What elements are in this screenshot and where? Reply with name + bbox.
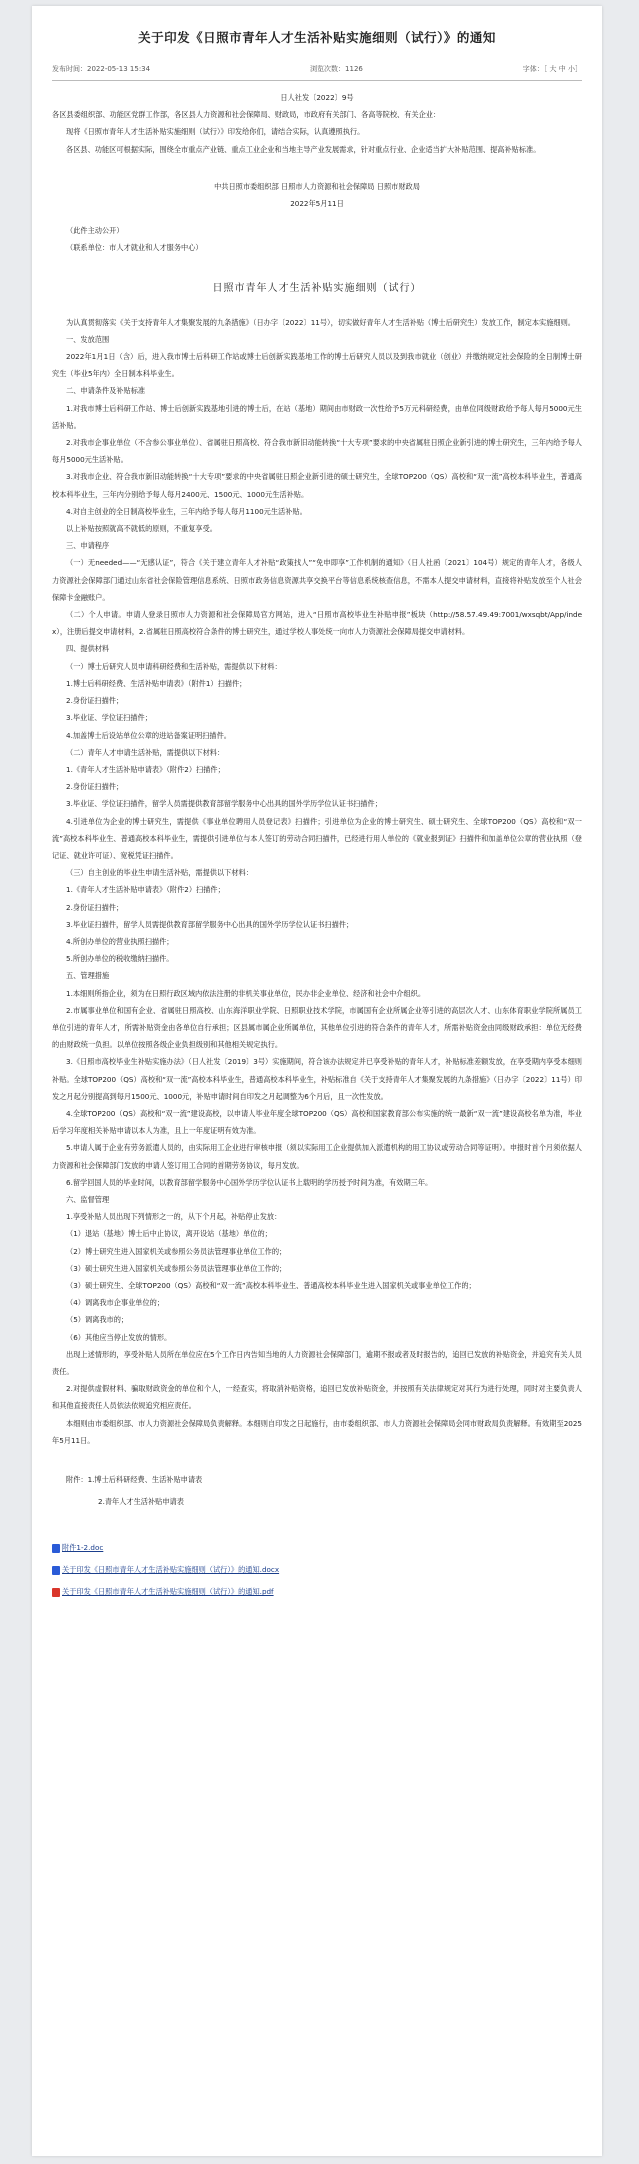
addressee: 各区县委组织部、功能区党群工作部，各区县人力资源和社会保障局、财政局，市政府有关部门、各高等院校、有关企业： xyxy=(52,110,441,120)
body-paragraph: （三）自主创业的毕业生申请生活补贴，需提供以下材料： xyxy=(66,868,253,878)
body-paragraph: 2.对我市企事业单位（不含参公事业单位）、省属驻日照高校、符合我市新旧动能转换“十大专项”要求的中央省属驻日照企业新引进的博士研究生，三年内给予每人每月5000元生活补贴。 xyxy=(52,438,582,465)
body-paragraph: 一、发放范围 xyxy=(66,334,110,344)
issuers: 中共日照市委组织部 日照市人力资源和社会保障局 日照市财政局 xyxy=(214,181,420,191)
font-size-switcher: 字体：［ 大 中 小］ xyxy=(522,65,582,73)
doc-file-icon xyxy=(52,1566,60,1575)
attachments-label: 附件： xyxy=(66,1475,88,1485)
document-page xyxy=(32,6,602,2156)
body-paragraph: 5.所创办单位的税收缴纳扫描件。 xyxy=(66,954,174,964)
pdf-file-icon xyxy=(52,1588,60,1597)
body-paragraph: 4.所创办单位的营业执照扫描件； xyxy=(66,936,174,946)
body-paragraph: 3.对我市企业、符合我市新旧动能转换“十大专项”要求的中央省属驻日照企业新引进的硕士研究生，全球TOP200（QS）高校和“双一流”高校本科毕业生，普通高校本科毕业生，三年内分别给予每人每月2400元、1500元、1000元生活补贴。 xyxy=(52,472,582,499)
body-paragraph: （5）调离我市的； xyxy=(66,1315,129,1325)
file-link[interactable] xyxy=(52,1559,582,1581)
view-count: 浏览次数：1126 xyxy=(310,65,363,73)
intro-paragraph: 现将《日照市青年人才生活补贴实施细则（试行）》印发给你们，请结合实际，认真遵照执行。 xyxy=(66,127,365,137)
intro-paragraph: 各区县、功能区可根据实际，围绕全市重点产业链、重点工业企业和当地主导产业发展需求，针对重点行业、企业适当扩大补贴范围、提高补贴标准。 xyxy=(66,144,541,154)
body-paragraph: （2）博士研究生进入国家机关或参照公务员法管理事业单位工作的； xyxy=(66,1246,287,1256)
body-paragraph: 六、监督管理 xyxy=(66,1194,110,1204)
body-paragraph: 1.对我市博士后科研工作站、博士后创新实践基地引进的博士后，在站（基地）期间由市财政一次性给予5万元科研经费，由单位同级财政给予每人每月5000元生活补贴。 xyxy=(52,403,582,430)
page-title: 关于印发《日照市青年人才生活补贴实施细则（试行）》的通知 xyxy=(138,30,496,45)
body-paragraph: 三、申请程序 xyxy=(66,541,110,551)
body-paragraph: 1.本细则所指企业，须为在日照行政区域内依法注册的非机关事业单位，民办非企业单位、经济和社会中介组织。 xyxy=(66,988,426,998)
issue-date: 2022年5月11日 xyxy=(290,199,344,209)
font-size-medium[interactable]: 中 xyxy=(558,65,566,73)
article-meta xyxy=(52,64,582,81)
regulation-title: 日照市青年人才生活补贴实施细则（试行） xyxy=(212,282,422,294)
regulation-body xyxy=(52,314,582,1449)
body-paragraph: 2.身份证扫描件； xyxy=(66,696,124,706)
body-paragraph: 4.加盖博士后设站单位公章的进站备案证明扫描件。 xyxy=(66,730,231,740)
body-paragraph: 2.市属事业单位和国有企业、省属驻日照高校、山东海洋职业学院、日照职业技术学院，市属国有企业所属企业等引进的高层次人才、山东体育职业学院所属员工单位引进的青年人才，所需补贴资金由各单位自行承担；区县属市属企业所属单位，其他单位引进的符合条件的青年人才，所需补贴资金由同级财政承担：单位无经费的由财政统一负担。以单位按照各级企业负担级别和其他相关规定执行。 xyxy=(52,1005,582,1050)
body-paragraph: 4.引进单位为企业的博士研究生，需提供《事业单位聘用人员登记表》扫描件；引进单位为企业的博士研究生、硕士研究生、全球TOP200（QS）高校和“双一流”高校本科毕业生、普通高校本科毕业生，需提供引进单位与本人签订的劳动合同扫描件，已经进行用人单位的《就业报到证》扫描件和加盖单位公章的营业执照（登记证、就业许可证）、宽税凭证扫描件。 xyxy=(52,816,582,860)
body-paragraph: 四、提供材料 xyxy=(66,644,110,654)
body-paragraph: （3）硕士研究生、全球TOP200（QS）高校和“双一流”高校本科毕业生、普通高校本科毕业生进入国家机关或事业单位工作的； xyxy=(66,1281,476,1290)
body-paragraph: 1.《青年人才生活补贴申请表》（附件2）扫描件； xyxy=(66,764,225,774)
body-paragraph: 二、申请条件及补贴标准 xyxy=(66,386,146,396)
body-paragraph: 1.《青年人才生活补贴申请表》（附件2）扫描件； xyxy=(66,885,225,895)
file-link[interactable] xyxy=(52,1537,582,1559)
body-paragraph: （1）退站（基地）博士后中止协议，离开设站（基地）单位的； xyxy=(66,1229,272,1239)
doc-file-icon xyxy=(52,1544,60,1553)
body-paragraph: 4.对自主创业的全日制高校毕业生，三年内给予每人每月1100元生活补贴。 xyxy=(66,506,307,516)
body-paragraph: （6）其他应当停止发放的情形。 xyxy=(66,1332,172,1342)
body-paragraph: 3.毕业证、学位证扫描件，留学人员需提供教育部留学服务中心出具的国外学历学位认证书扫描件； xyxy=(66,799,382,809)
body-paragraph: 3.《日照市高校毕业生补贴实施办法》（日人社发〔2019〕3号）实施期间，符合该办法规定并已享受补贴的青年人才，补贴标准差额发放，在享受期内享受本细则补贴。全球TOP200（QS）高校和“双一流”高校本科毕业生，普通高校本科毕业生，补贴标准自《关于支持青年人才集聚发展的九条措施》（日办字〔2022〕11号）印发之月起分别提高到每月1500元、1000元，补贴申请时间自印发之月起调整为6个月后，且一次性发放。 xyxy=(52,1057,582,1101)
body-paragraph: 本细则由市委组织部、市人力资源社会保障局负责解释。本细则自印发之日起施行，由市委组织部、市人力资源社会保障局会同市财政局负责解释。有效期至2025年5月11日。 xyxy=(52,1418,582,1445)
publish-date: 发布时间：2022-05-13 15:34 xyxy=(52,65,151,73)
body-paragraph: （4）调离我市企事业单位的； xyxy=(66,1298,165,1308)
attachments-list xyxy=(52,1469,582,1513)
body-paragraph: （二）青年人才申请生活补贴，需提供以下材料： xyxy=(66,747,225,757)
body-paragraph: 1.博士后科研经费、生活补贴申请表》（附件1）扫描件； xyxy=(66,678,247,688)
body-paragraph: 3.毕业证扫描件，留学人员需提供教育部留学服务中心出具的国外学历学位认证书扫描件； xyxy=(66,919,354,929)
body-paragraph: 2.对提供虚假材料、骗取财政资金的单位和个人，一经查实，将取消补贴资格，追回已发放补贴资金，并按照有关法律规定对其行为进行处理，同时对主要负责人和其他直接责任人员依法依规追究相应责任。 xyxy=(52,1384,582,1411)
attachment-item: 1.博士后科研经费、生活补贴申请表 xyxy=(87,1475,203,1485)
disclosure-note: （此件主动公开） xyxy=(66,226,124,236)
doc-number: 日人社发〔2022〕9号 xyxy=(280,93,354,102)
body-paragraph: 3.毕业证、学位证扫描件； xyxy=(66,713,152,723)
body-paragraph: （3）硕士研究生进入国家机关或参照公务员法管理事业单位工作的； xyxy=(66,1263,287,1273)
body-paragraph: 出现上述情形的，享受补贴人员所在单位应在5个工作日内告知当地的人力资源社会保障部门，逾期不报或者及时报告的，追回已发放的补贴资金，并追究有关人员责任。 xyxy=(52,1349,582,1377)
body-paragraph: （一）无needed——“无感认证”，符合《关于建立青年人才补贴“政策找人”“免申即享”工作机制的通知》（日人社函〔2021〕104号）规定的青年人才，各级人力资源社会保障部门通过山东省社会保险管理信息系统、日照市政务信息资源共享交换平台等信息系统核查信息，不需本人提交申请材料，直接将补贴发放至个人社会保障卡金融账户。 xyxy=(52,558,582,602)
body-paragraph: 1.享受补贴人员出现下列情形之一的，从下个月起，补贴停止发放： xyxy=(66,1212,282,1222)
body-paragraph: 5.申请人属于企业有劳务派遣人员的，由实际用工企业进行审核申报（须以实际用工企业提供加入派遣机构的用工协议或劳动合同等证明）。申报时首个月须依据人力资源和社会保障部门发放的申请人签订用工合同的首期劳务协议，每月发放。 xyxy=(52,1143,582,1170)
body-paragraph: 2.身份证扫描件； xyxy=(66,782,124,792)
attachment-item: 2.青年人才生活补贴申请表 xyxy=(98,1497,184,1507)
file-name[interactable]: 附件1-2.doc xyxy=(62,1543,104,1553)
body-paragraph: （二）个人申请。申请人登录日照市人力资源和社会保障局官方网站，进入“日照市高校毕业生补贴申报”板块（http://58.57.49.49:7001/wxsqbt/App/index），注册后提交申请材料，2.省属驻日照高校符合条件的博士研究生，通过学校人事处统一向市人力资源社会保障局提交申请材料。 xyxy=(52,610,582,637)
file-link[interactable] xyxy=(52,1581,582,1603)
font-size-label: 字体： xyxy=(522,65,544,73)
body-paragraph: 4.全球TOP200（QS）高校和“双一流”建设高校，以申请人毕业年度全球TOP200（QS）高校和国家教育部公布实施的统一最新“双一流”建设高校名单为准，毕业后学习年度相关补贴申请以本人为准，且上一年度证明有效为准。 xyxy=(52,1108,582,1136)
file-name[interactable]: 关于印发《日照市青年人才生活补贴实施细则（试行）》的通知.docx xyxy=(62,1565,280,1575)
body-paragraph: 为认真贯彻落实《关于支持青年人才集聚发展的九条措施》（日办字〔2022〕11号），切实做好青年人才生活补贴（博士后研究生）发放工作，制定本实施细则。 xyxy=(66,317,575,327)
body-paragraph: 五、管理措施 xyxy=(66,971,110,981)
body-paragraph: 2022年1月1日（含）后，进入我市博士后科研工作站或博士后创新实践基地工作的博士后研究人员以及到我市就业（创业）并缴纳规定社会保险的全日制博士研究生（毕业5年内）全日制本科毕业生。 xyxy=(52,352,582,379)
contact-note: （联系单位：市人才就业和人才服务中心） xyxy=(66,243,203,253)
download-files xyxy=(52,1537,582,1603)
body-paragraph: 2.身份证扫描件； xyxy=(66,902,124,912)
font-size-large[interactable]: 大 xyxy=(549,65,557,73)
font-size-small[interactable]: 小 xyxy=(568,65,575,73)
body-paragraph: 以上补贴按照就高不就低的原则，不重复享受。 xyxy=(66,524,217,534)
body-paragraph: 6.留学回国人员的毕业时间，以教育部留学服务中心国外学历学位认证书上载明的学历授予时间为准，有效期三年。 xyxy=(66,1177,433,1187)
file-name[interactable]: 关于印发《日照市青年人才生活补贴实施细则（试行）》的通知.pdf xyxy=(62,1587,274,1597)
body-paragraph: （一）博士后研究人员申请科研经费和生活补贴，需提供以下材料： xyxy=(66,661,282,671)
